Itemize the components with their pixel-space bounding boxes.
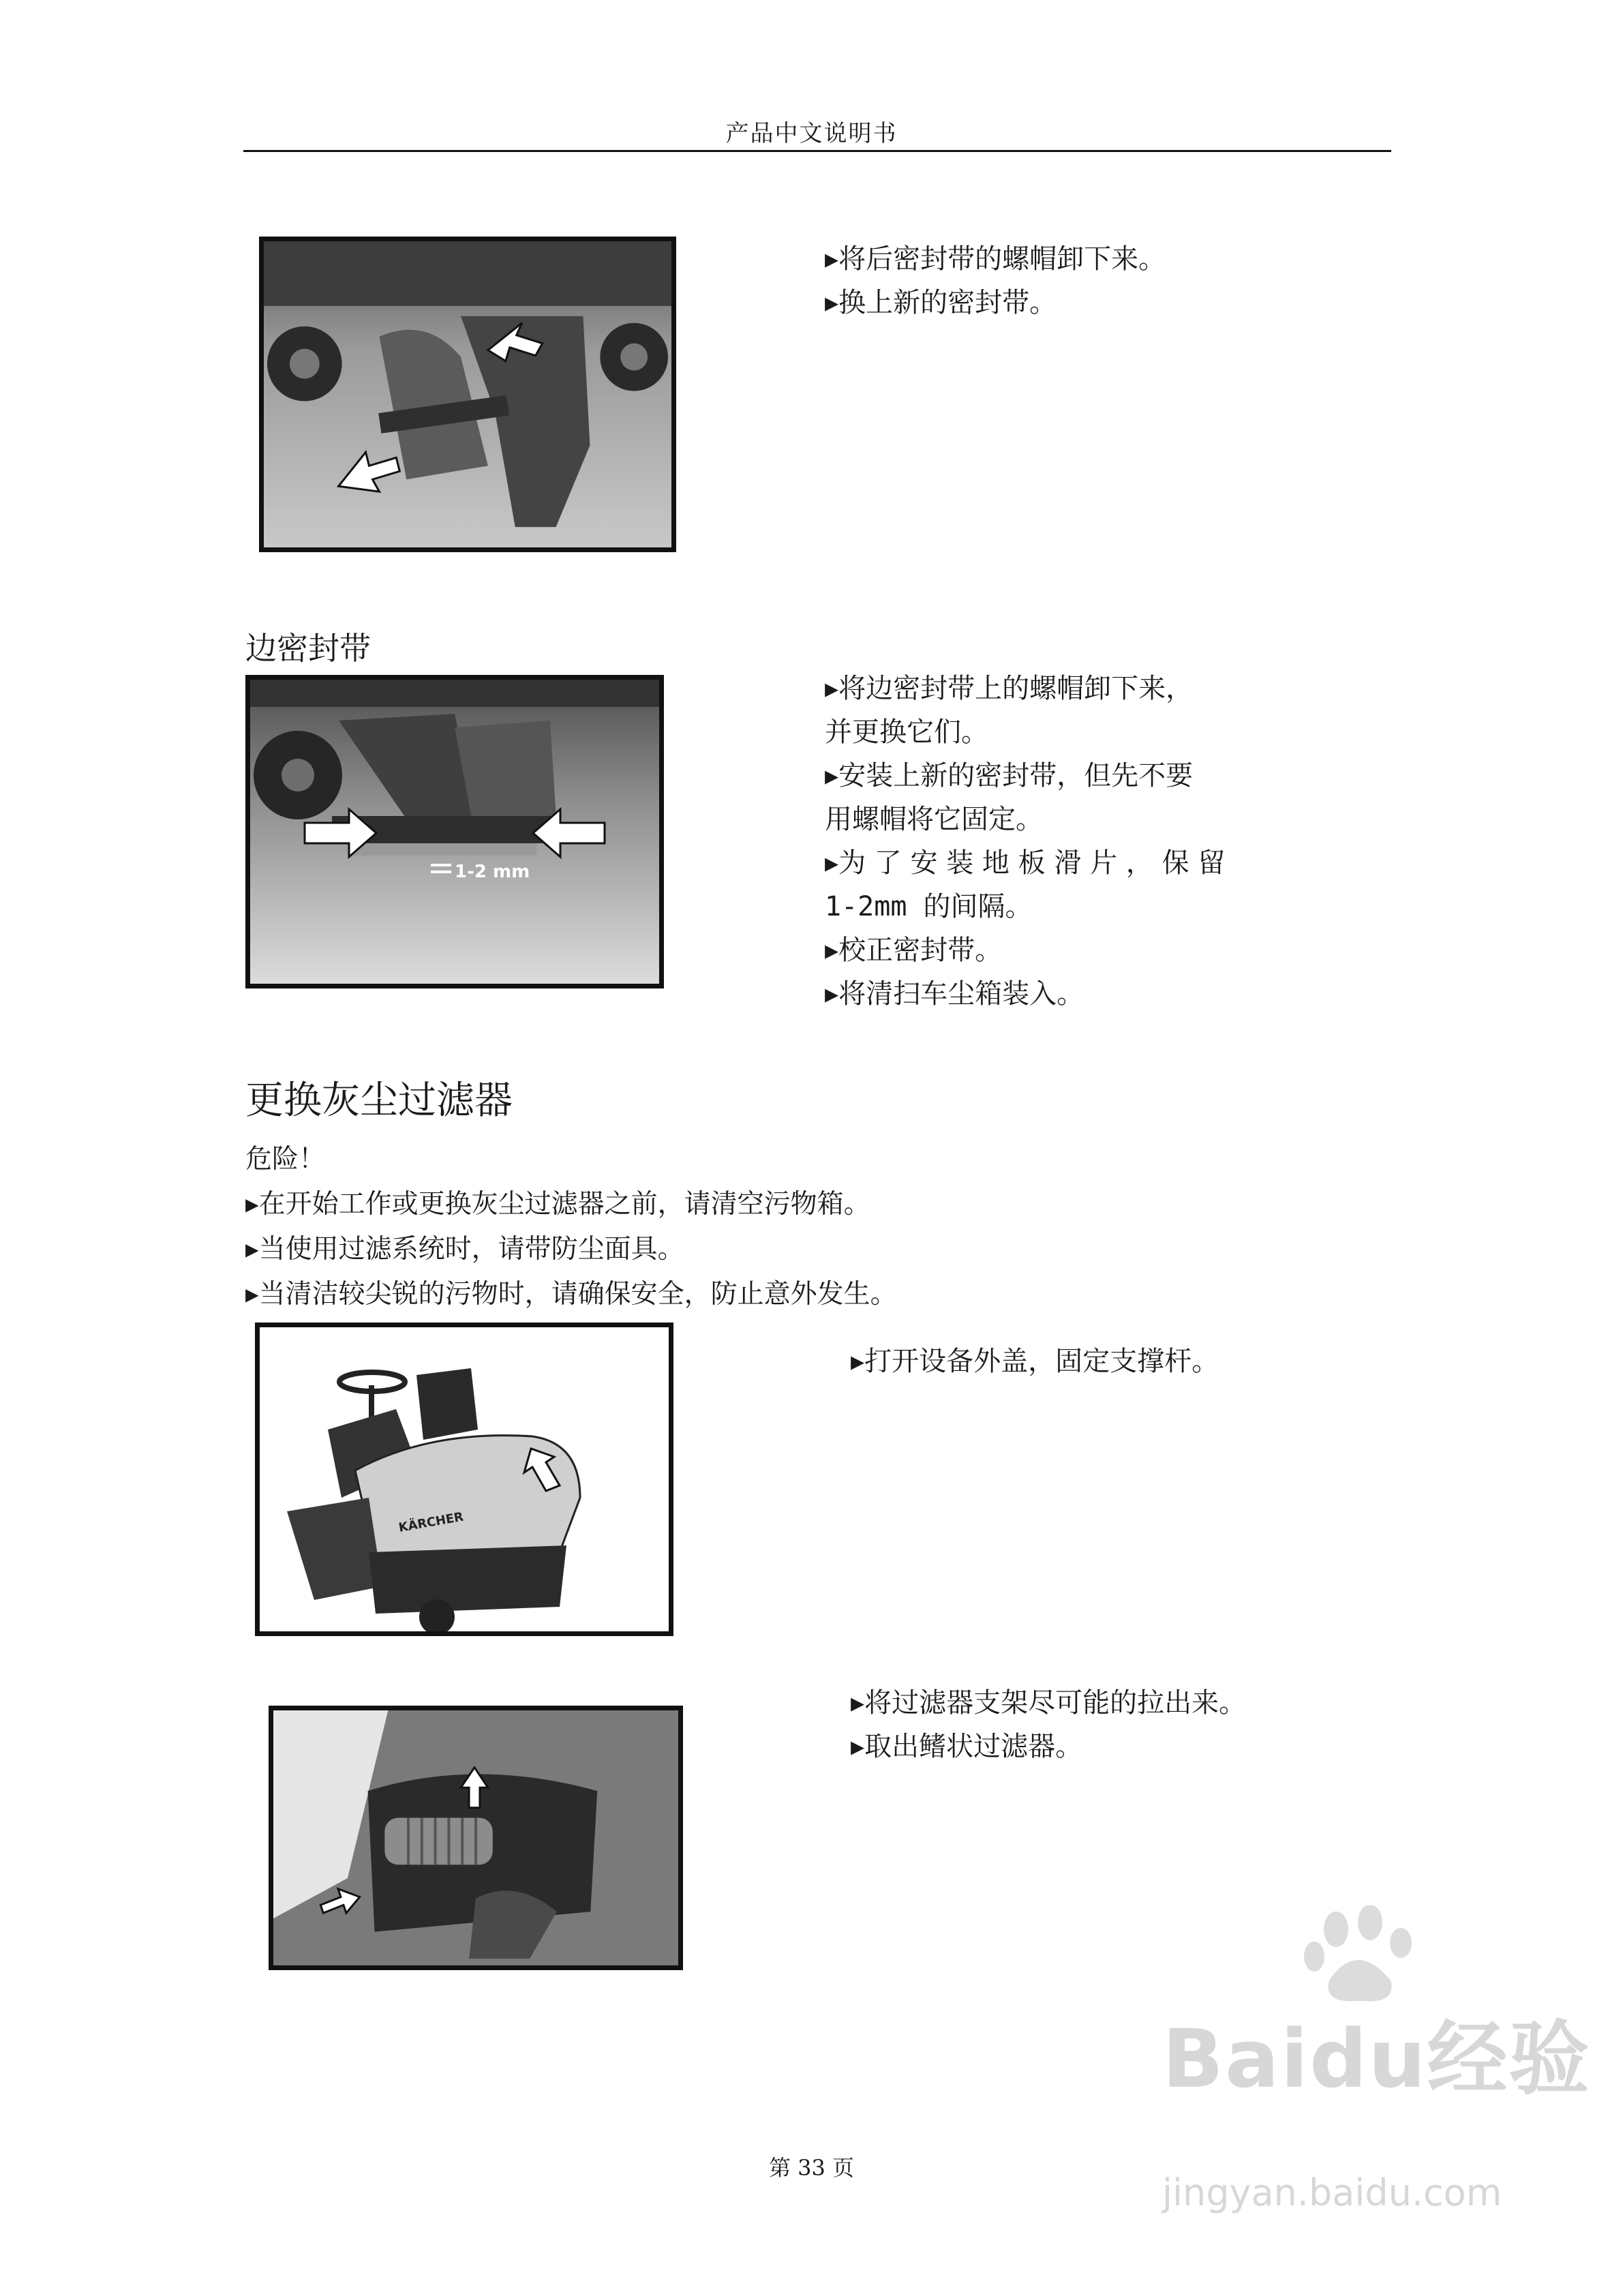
header-divider bbox=[243, 150, 1391, 152]
side-seal-heading: 边密封带 bbox=[245, 630, 371, 667]
side-seal-photo bbox=[245, 675, 664, 988]
page-header-title: 产品中文说明书 bbox=[725, 120, 898, 147]
warning-line: ▸当清洁较尖锐的污物时，请确保安全，防止意外发生。 bbox=[245, 1279, 897, 1310]
instruction-line: ▸为 了 安 装 地 板 滑 片 ， 保 留 bbox=[825, 847, 1226, 879]
gap-label: 1-2 mm bbox=[455, 862, 530, 882]
brand-logo-text: KÄRCHER bbox=[397, 1509, 465, 1535]
instruction-line: 1-2mm 的间隔。 bbox=[825, 891, 1033, 922]
warning-line: ▸在开始工作或更换灰尘过滤器之前，请清空污物箱。 bbox=[245, 1189, 870, 1220]
watermark-url: jingyan.baidu.com bbox=[1162, 2171, 1502, 2214]
dust-filter-heading: 更换灰尘过滤器 bbox=[245, 1078, 513, 1123]
warning-line: ▸当使用过滤系统时，请带防尘面具。 bbox=[245, 1234, 684, 1265]
side-seal-instructions bbox=[825, 667, 1225, 1016]
instruction-line: 并更换它们。 bbox=[825, 716, 988, 748]
instruction-line: 用螺帽将它固定。 bbox=[825, 804, 1043, 835]
instruction-line: ▸换上新的密封带。 bbox=[825, 287, 1057, 318]
instruction-line: ▸将后密封带的螺帽卸下来。 bbox=[825, 243, 1166, 275]
instruction-line: ▸安装上新的密封带，但先不要 bbox=[825, 760, 1194, 791]
instruction-line: ▸将过滤器支架尽可能的拉出来。 bbox=[851, 1687, 1247, 1719]
step2-instructions bbox=[851, 1681, 1246, 1768]
danger-warnings bbox=[245, 1137, 897, 1317]
watermark-brand: Baidu经验 bbox=[1162, 2012, 1591, 2106]
rear-seal-photo bbox=[259, 237, 676, 552]
page-number: 第 33 页 bbox=[768, 2155, 855, 2181]
instruction-line: ▸将边密封带上的螺帽卸下来， bbox=[825, 673, 1194, 704]
danger-label: 危险！ bbox=[245, 1144, 326, 1175]
instruction-line: ▸打开设备外盖，固定支撑杆。 bbox=[851, 1346, 1219, 1377]
baidu-paw-logo bbox=[1302, 1905, 1425, 2008]
instruction-line: ▸校正密封带。 bbox=[825, 935, 1003, 966]
instruction-line: ▸取出鳍状过滤器。 bbox=[851, 1731, 1083, 1762]
rear-seal-instructions bbox=[825, 237, 1166, 324]
instruction-line: ▸将清扫车尘箱装入。 bbox=[825, 978, 1084, 1010]
sweeper-cover-photo bbox=[255, 1323, 673, 1636]
step1-instructions bbox=[851, 1340, 1219, 1383]
filter-removal-photo bbox=[269, 1706, 683, 1970]
